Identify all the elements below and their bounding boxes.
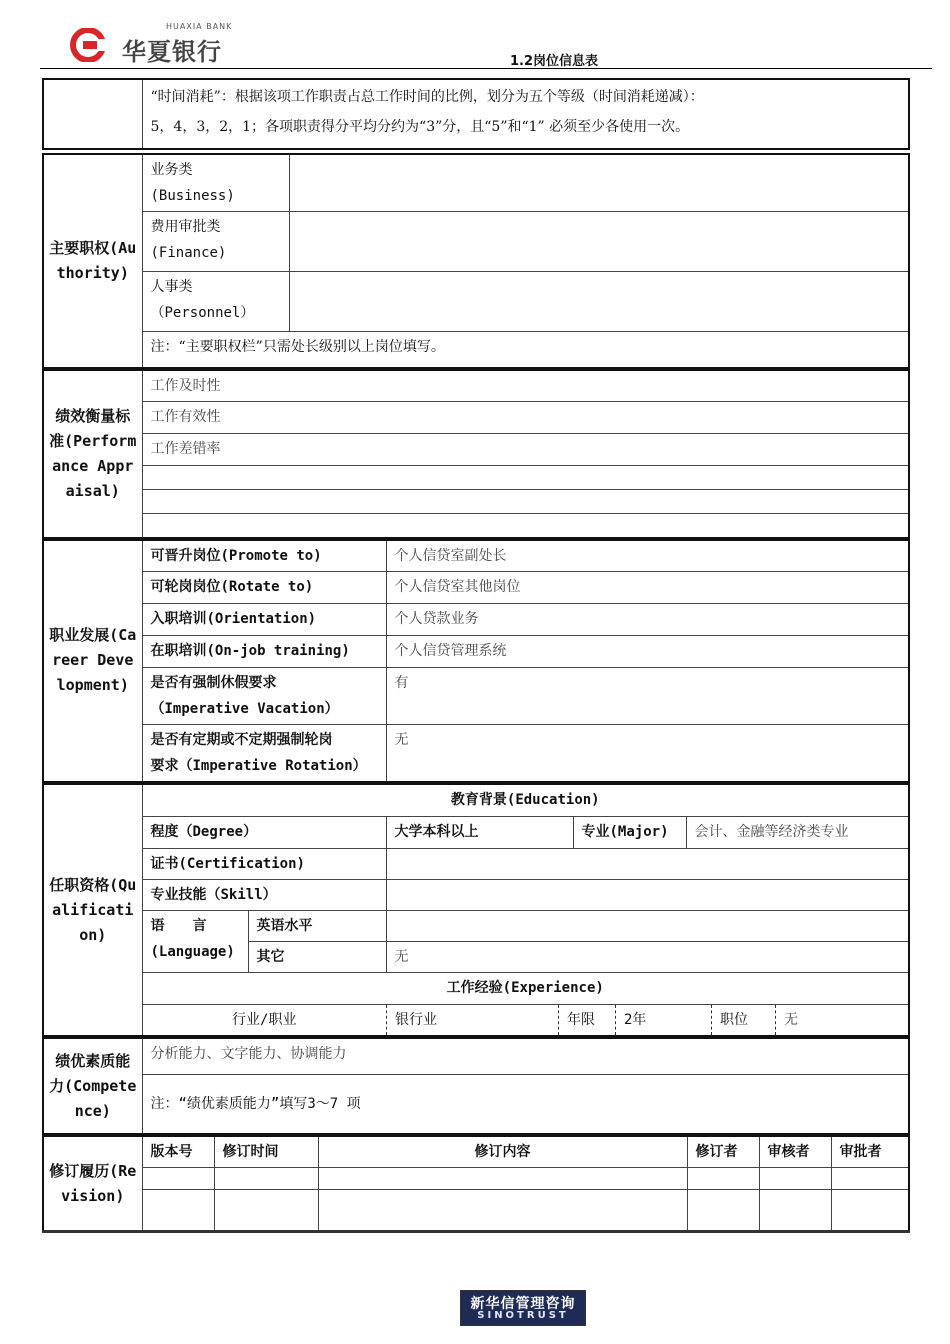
career-value[interactable]: 无 xyxy=(386,725,909,783)
revision-label: 修订履历(Revision) xyxy=(43,1136,142,1232)
sinotrust-logo-cn: 新华信管理咨询 xyxy=(470,1296,576,1312)
performance-item[interactable]: 工作及时性 xyxy=(142,370,909,402)
years-value[interactable]: 2年 xyxy=(616,1005,712,1035)
career-key-line-2: 要求（Imperative Rotation） xyxy=(150,758,367,774)
education-header: 教育背景(Education) xyxy=(142,784,909,816)
logo-english-text: HUAXIA BANK xyxy=(166,22,233,31)
revision-cell[interactable] xyxy=(214,1168,318,1190)
industry-label: 行业/职业 xyxy=(143,1005,387,1035)
header-divider xyxy=(40,68,932,69)
revision-header-content: 修订内容 xyxy=(318,1136,687,1168)
sinotrust-logo-en: SINOTRUST xyxy=(477,1310,569,1321)
competence-section xyxy=(42,1037,910,1135)
qualification-label: 任职资格(Qualification) xyxy=(43,784,142,1036)
english-level-label: 英语水平 xyxy=(248,910,386,941)
job-info-form xyxy=(42,78,910,1233)
revision-header-time: 修订时间 xyxy=(214,1136,318,1168)
career-label: 职业发展(Career Development) xyxy=(43,540,142,783)
revision-cell[interactable] xyxy=(759,1168,831,1190)
authority-row-cn: 业务类 xyxy=(150,162,193,178)
qualification-section xyxy=(42,783,910,1037)
time-note-line-1: “时间消耗”：根据该项工作职责占总工作时间的比例，划分为五个等级（时间消耗递减）： xyxy=(150,89,704,105)
revision-cell[interactable] xyxy=(831,1168,909,1190)
revision-cell[interactable] xyxy=(214,1190,318,1232)
authority-value-field[interactable] xyxy=(289,272,909,332)
revision-cell[interactable] xyxy=(687,1168,759,1190)
page-header xyxy=(0,0,950,78)
revision-header-version: 版本号 xyxy=(142,1136,214,1168)
revision-cell[interactable] xyxy=(318,1168,687,1190)
authority-value-field[interactable] xyxy=(289,212,909,272)
revision-cell[interactable] xyxy=(318,1190,687,1232)
career-key: 可轮岗岗位(Rotate to) xyxy=(142,572,386,604)
huaxia-bank-logo xyxy=(70,22,260,70)
authority-row-en: （Personnel） xyxy=(150,305,255,321)
degree-value[interactable]: 大学本科以上 xyxy=(386,816,573,848)
performance-item[interactable]: 工作差错率 xyxy=(142,434,909,466)
revision-cell[interactable] xyxy=(759,1190,831,1232)
career-key: 在职培训(On-job training) xyxy=(142,636,386,668)
industry-value[interactable]: 银行业 xyxy=(387,1005,559,1035)
career-key-line-1: 是否有定期或不定期强制轮岗 xyxy=(150,732,333,748)
experience-row xyxy=(142,1004,909,1036)
authority-row xyxy=(142,272,289,332)
authority-label: 主要职权(Authority) xyxy=(43,154,142,368)
language-label-en: (Language) xyxy=(150,943,235,960)
career-key-line-1: 是否有强制休假要求 xyxy=(150,675,277,691)
major-label: 专业(Major) xyxy=(573,816,686,848)
degree-label: 程度（Degree） xyxy=(142,816,386,848)
authority-row xyxy=(142,212,289,272)
authority-note: 注：“主要职权栏”只需处长级别以上岗位填写。 xyxy=(142,332,909,368)
authority-row-en: (Finance) xyxy=(150,245,227,261)
performance-label: 绩效衡量标准(Performance Appraisal) xyxy=(43,370,142,538)
authority-row-en: (Business) xyxy=(150,188,235,204)
performance-item[interactable] xyxy=(142,490,909,514)
career-key: 可晋升岗位(Promote to) xyxy=(142,540,386,572)
career-key-line-2: （Imperative Vacation） xyxy=(150,701,339,717)
sinotrust-logo xyxy=(460,1290,586,1326)
performance-item[interactable] xyxy=(142,466,909,490)
skill-value[interactable] xyxy=(386,879,909,910)
revision-cell[interactable] xyxy=(142,1190,214,1232)
competence-value[interactable]: 分析能力、文字能力、协调能力 xyxy=(142,1038,909,1074)
competence-label: 绩优素质能力(Competence) xyxy=(43,1038,142,1134)
major-value[interactable]: 会计、金融等经济类专业 xyxy=(686,816,909,848)
career-key xyxy=(142,725,386,783)
authority-row-cn: 费用审批类 xyxy=(150,219,221,235)
career-key: 入职培训(Orientation) xyxy=(142,604,386,636)
time-note-section xyxy=(42,78,910,150)
revision-cell[interactable] xyxy=(142,1168,214,1190)
career-key xyxy=(142,668,386,725)
career-value[interactable]: 个人贷款业务 xyxy=(386,604,909,636)
revision-section xyxy=(42,1135,910,1233)
career-value[interactable]: 个人信贷室其他岗位 xyxy=(386,572,909,604)
revision-header-approver: 审批者 xyxy=(831,1136,909,1168)
revision-header-reviewer: 审核者 xyxy=(759,1136,831,1168)
competence-note: 注：“绩优素质能力”填写3～7 项 xyxy=(142,1074,909,1134)
other-language-value[interactable]: 无 xyxy=(386,941,909,972)
english-level-value[interactable] xyxy=(386,910,909,941)
other-language-label: 其它 xyxy=(248,941,386,972)
certification-value[interactable] xyxy=(386,848,909,879)
years-label: 年限 xyxy=(559,1005,616,1035)
language-label-cn: 语 言 xyxy=(150,917,207,934)
revision-cell[interactable] xyxy=(831,1190,909,1232)
authority-value-field[interactable] xyxy=(289,154,909,212)
authority-row-cn: 人事类 xyxy=(150,279,193,295)
position-label: 职位 xyxy=(712,1005,776,1035)
revision-cell[interactable] xyxy=(687,1190,759,1232)
time-note-line-2: 5，4，3，2，1；各项职责得分平均分约为“3”分，且“5”和“1” 必须至少各使用一次。 xyxy=(150,119,690,135)
performance-item[interactable]: 工作有效性 xyxy=(142,402,909,434)
career-value[interactable]: 个人信贷管理系统 xyxy=(386,636,909,668)
authority-row xyxy=(142,154,289,212)
performance-item[interactable] xyxy=(142,514,909,538)
skill-label: 专业技能（Skill） xyxy=(142,879,386,910)
revision-header-reviser: 修订者 xyxy=(687,1136,759,1168)
time-note-label-cell xyxy=(43,79,142,149)
language-label xyxy=(142,910,248,972)
performance-section xyxy=(42,369,910,539)
certification-label: 证书(Certification) xyxy=(142,848,386,879)
experience-header: 工作经验(Experience) xyxy=(142,972,909,1004)
huaxia-logo-mark-icon xyxy=(70,28,110,62)
authority-section xyxy=(42,153,910,369)
document-title: 1.2岗位信息表 xyxy=(510,54,599,69)
position-value[interactable]: 无 xyxy=(784,1011,798,1028)
career-section xyxy=(42,539,910,784)
logo-chinese-text: 华夏银行 xyxy=(122,38,222,66)
career-value[interactable]: 有 xyxy=(386,668,909,725)
career-value[interactable]: 个人信贷室副处长 xyxy=(386,540,909,572)
time-note-text xyxy=(142,79,909,149)
